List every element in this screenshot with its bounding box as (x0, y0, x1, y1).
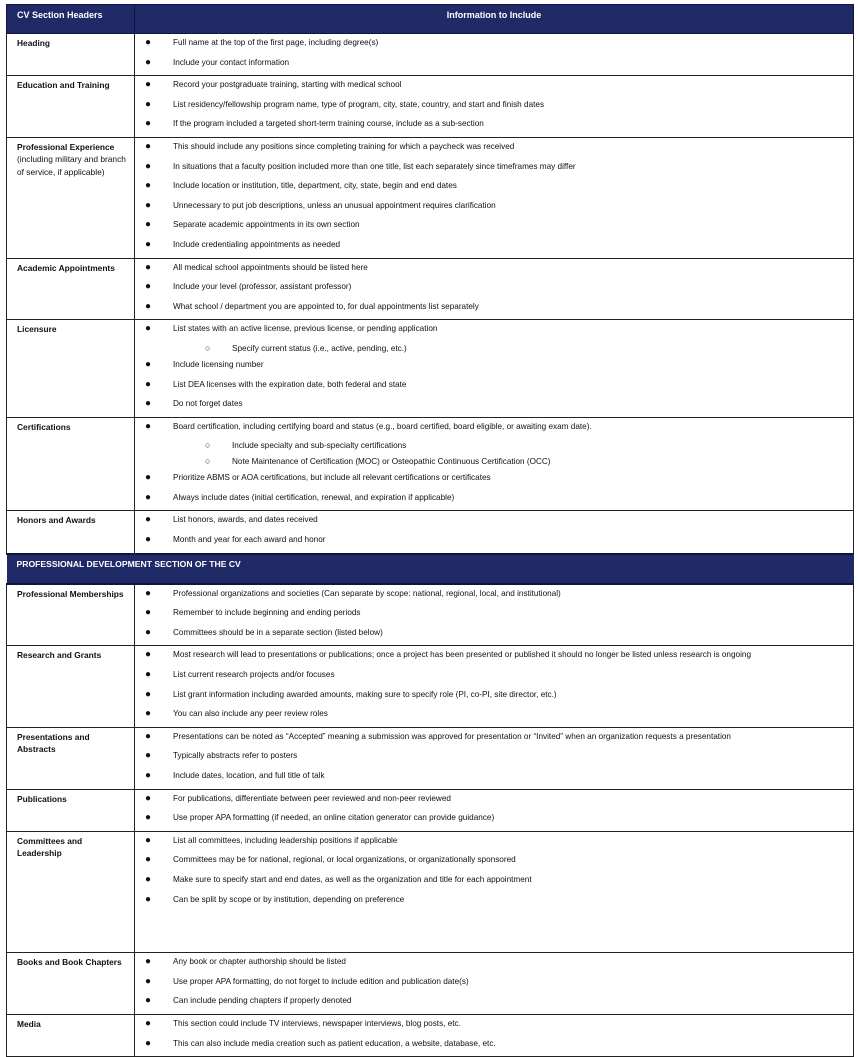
section-header-label: Heading (17, 38, 51, 48)
section-row (7, 789, 854, 831)
section-header-cell (7, 584, 135, 646)
section-row (7, 584, 854, 646)
list-item (135, 218, 853, 238)
list-item-text: You can also include any peer review roles (173, 709, 328, 719)
list-item-text: Typically abstracts refer to posters (173, 751, 298, 761)
bullet-icon: ● (145, 398, 152, 410)
list-item-text: In situations that a faculty position included more than one title, list each separately since timeframes may differ (173, 161, 576, 171)
section-row (7, 76, 854, 138)
section-header-label: Research and Grants (17, 650, 102, 661)
section-header-label: Committees and Leadership (17, 835, 83, 859)
list-item-text: Include location or institution, title, department, city, state, begin and end dates (173, 181, 457, 191)
list-item (135, 749, 853, 769)
bullet-icon: ● (145, 893, 152, 905)
section-row (7, 34, 854, 76)
list-item-text: List residency/fellowship program name, type of program, city, state, country, and start and finish dates (173, 99, 545, 109)
list-item-text: Most research will lead to presentations or publications; once a project has been presented or published it should no longer be listed unless research is ongoing (173, 650, 752, 660)
list-item-text: Separate academic appointments in its own section (173, 220, 360, 230)
list-item (135, 975, 853, 995)
list-item-text: What school / department you are appointed to, for dual appointments list separately (173, 301, 479, 311)
list-item-text: For publications, differentiate between peer reviewed and non-peer reviewed (173, 793, 451, 803)
list-item-text: List DEA licenses with the expiration date, both federal and state (173, 379, 407, 389)
section-row (7, 258, 854, 320)
section-header-label: Licensure (17, 324, 57, 335)
list-item (135, 893, 853, 913)
bullet-icon: ● (145, 669, 152, 681)
list-item-text: Include specialty and sub-specialty certifications (232, 441, 407, 451)
list-item (135, 811, 853, 831)
section-info-cell (135, 831, 854, 952)
list-item-text: Make sure to specify start and end dates, as well as the organization and title for each appointment (173, 874, 532, 884)
section-info-cell (135, 727, 854, 789)
section-header-label: Education and Training (17, 80, 110, 91)
list-item-text: This should include any positions since completing training for which a paycheck was received (173, 141, 515, 151)
bullet-icon: ● (145, 491, 152, 503)
list-item (135, 261, 853, 281)
section-header-label: Media (17, 1018, 41, 1029)
bullet-icon: ● (145, 37, 152, 48)
section-header-cell (7, 1014, 135, 1056)
section-header-cell (7, 137, 135, 258)
list-item (135, 994, 853, 1014)
list-item-text: Include credentialing appointments as needed (173, 239, 341, 249)
section-row (7, 320, 854, 417)
list-item (135, 238, 853, 258)
list-item (135, 769, 853, 789)
sub-list-item (135, 439, 853, 455)
section-row (7, 417, 854, 511)
bullet-icon: ● (145, 854, 152, 866)
table-header-row (7, 5, 854, 34)
list-item-text: Committees may be for national, regional, or local organizations, or organizationally sponsored (173, 855, 516, 865)
section-header-label: Certifications (17, 421, 71, 432)
cv-guide-table (6, 4, 854, 1057)
section-header-label: Professional Memberships (17, 588, 124, 599)
bullet-icon: ● (145, 792, 152, 804)
list-item-text: Include your contact information (173, 57, 290, 67)
cv-guide-table-wrapper (6, 4, 853, 1057)
bullet-icon: ● (145, 649, 152, 661)
list-item (135, 513, 853, 533)
list-item (135, 730, 853, 750)
list-item (135, 199, 853, 219)
section-banner-row (7, 554, 854, 584)
section-info-cell (135, 646, 854, 727)
section-header-label: Professional Experience (17, 141, 115, 152)
bullet-icon: ● (145, 219, 152, 231)
list-item-text: List grant information including awarded amounts, making sure to specify role (PI, co-PI, site director, etc.) (173, 689, 557, 699)
bullet-icon: ● (145, 834, 152, 846)
section-header-cell (7, 953, 135, 1015)
list-item (135, 98, 853, 118)
section-info-cell (135, 584, 854, 646)
bullet-icon: ● (145, 626, 152, 638)
list-item-text: List honors, awards, and dates received (173, 515, 318, 525)
section-header-label: Publications (17, 793, 67, 804)
hollow-bullet-icon: ○ (205, 342, 211, 353)
list-item (135, 668, 853, 688)
list-item-text: List states with an active license, previous license, or pending application (173, 324, 438, 334)
list-item-text: Include licensing number (173, 359, 264, 369)
bullet-icon: ● (145, 281, 152, 293)
list-item (135, 606, 853, 626)
list-item-text: Use proper APA formatting (if needed, an online citation generator can provide guidance) (173, 813, 495, 823)
list-item-text: List all committees, including leadership positions if applicable (173, 835, 398, 845)
list-item (135, 491, 853, 511)
bullet-icon: ● (145, 378, 152, 390)
bullet-icon: ● (145, 534, 152, 546)
section-info-cell (135, 34, 854, 76)
list-item-text: This can also include media creation such as patient education, a website, database, etc. (173, 1038, 496, 1048)
list-item-text: This section could include TV interviews, newspaper interviews, blog posts, etc. (173, 1018, 461, 1028)
bullet-icon: ● (145, 261, 152, 273)
bullet-icon: ● (145, 812, 152, 824)
list-item (135, 322, 853, 342)
list-item-text: Can be split by scope or by institution, depending on preference (173, 894, 405, 904)
sub-list-item (135, 455, 853, 471)
list-item (135, 587, 853, 607)
list-item (135, 117, 853, 137)
bullet-icon: ● (145, 730, 152, 742)
bullet-icon: ● (145, 1037, 152, 1049)
bullet-icon: ● (145, 79, 152, 91)
professional-development-body (7, 584, 854, 1057)
section-info-cell (135, 789, 854, 831)
list-item-text: Include your level (professor, assistant professor) (173, 282, 352, 292)
bullet-icon: ● (145, 607, 152, 619)
list-item (135, 853, 853, 873)
list-item-text: Remember to include beginning and ending periods (173, 608, 361, 618)
bullet-icon: ● (145, 358, 152, 370)
bullet-icon: ● (145, 873, 152, 885)
col-header-info: Information to Include (135, 5, 854, 34)
sub-list-item (135, 342, 853, 358)
bullet-icon: ● (145, 1017, 152, 1029)
list-item-text: Board certification, including certifying board and status (e.g., board certified, board eligible, or awaiting exam date). (173, 421, 592, 431)
list-item-text: Record your postgraduate training, starting with medical school (173, 80, 402, 90)
bullet-icon: ● (145, 118, 152, 130)
bullet-icon: ● (145, 975, 152, 987)
list-item-text: Presentations can be noted as “Accepted” meaning a submission was approved for presentation or “Invited” when an organization requests a presentation (173, 731, 731, 741)
list-item-text: Any book or chapter authorship should be listed (173, 957, 346, 967)
section-info-cell (135, 137, 854, 258)
list-item (135, 397, 853, 417)
bullet-icon: ● (145, 708, 152, 720)
section-info-cell (135, 417, 854, 511)
list-item-text: Specify current status (i.e., active, pending, etc.) (232, 343, 407, 353)
section-row (7, 727, 854, 789)
bullet-icon: ● (145, 420, 152, 432)
list-item (135, 56, 853, 76)
section-header-cell (7, 511, 135, 554)
list-item (135, 378, 853, 398)
list-item-text: Committees should be in a separate section (listed below) (173, 627, 383, 637)
list-item-text: List current research projects and/or focuses (173, 670, 335, 680)
list-item (135, 1037, 853, 1057)
list-item-text: Always include dates (initial certification, renewal, and expiration if applicable) (173, 492, 455, 502)
section-row (7, 137, 854, 258)
section-info-cell (135, 1014, 854, 1056)
bullet-icon: ● (145, 750, 152, 762)
list-item-text: Can include pending chapters if properly denoted (173, 996, 352, 1006)
section-header-cell (7, 727, 135, 789)
bullet-icon: ● (145, 98, 152, 110)
list-item (135, 179, 853, 199)
section-info-cell (135, 320, 854, 417)
section-header-label: Academic Appointments (17, 262, 115, 273)
list-item-text: Month and year for each award and honor (173, 535, 326, 545)
section-row (7, 511, 854, 554)
section-info-cell (135, 511, 854, 554)
list-item-text: Prioritize ABMS or AOA certifications, but include all relevant certifications or certificates (173, 473, 491, 483)
bullet-icon: ● (145, 472, 152, 484)
section-row (7, 1014, 854, 1056)
bullet-icon: ● (145, 199, 152, 211)
list-item (135, 533, 853, 553)
section-header-label: Presentations and Abstracts (17, 731, 90, 755)
list-item-text: Use proper APA formatting, do not forget to include edition and publication date(s) (173, 976, 469, 986)
cv-sections-body (7, 34, 854, 554)
list-item-text: Full name at the top of the first page, including degree(s) (173, 38, 379, 47)
list-item (135, 358, 853, 378)
list-item (135, 626, 853, 646)
bullet-icon: ● (145, 238, 152, 250)
list-item (135, 36, 853, 56)
bullet-icon: ● (145, 180, 152, 192)
blank-space (135, 932, 853, 952)
section-header-cell (7, 789, 135, 831)
col-header-sections: CV Section Headers (7, 5, 135, 34)
section-header-cell (7, 34, 135, 76)
list-item-text: Note Maintenance of Certification (MOC) or Osteopathic Continuous Certification (OCC) (232, 457, 551, 467)
section-row (7, 831, 854, 952)
list-item (135, 873, 853, 893)
list-item (135, 160, 853, 180)
list-item-text: Do not forget dates (173, 399, 243, 409)
section-row (7, 953, 854, 1015)
section-header-label: Honors and Awards (17, 515, 96, 526)
list-item (135, 707, 853, 727)
professional-development-banner: PROFESSIONAL DEVELOPMENT SECTION OF THE CV (7, 554, 854, 584)
hollow-bullet-icon: ○ (205, 456, 211, 467)
section-row (7, 646, 854, 727)
list-item-text: Include dates, location, and full title of talk (173, 771, 325, 780)
list-item (135, 420, 853, 440)
section-header-cell (7, 258, 135, 320)
section-info-cell (135, 258, 854, 320)
section-header-label: Books and Book Chapters (17, 957, 122, 968)
bullet-icon: ● (145, 140, 152, 152)
bullet-icon: ● (145, 56, 152, 68)
list-item (135, 648, 853, 668)
list-item (135, 688, 853, 708)
bullet-icon: ● (145, 995, 152, 1007)
section-info-cell (135, 953, 854, 1015)
bullet-icon: ● (145, 160, 152, 172)
bullet-icon: ● (145, 956, 152, 968)
bullet-icon: ● (145, 514, 152, 526)
list-item (135, 792, 853, 812)
bullet-icon: ● (145, 688, 152, 700)
bullet-icon: ● (145, 770, 152, 781)
section-header-cell (7, 831, 135, 952)
list-item-text: If the program included a targeted short-term training course, include as a sub-section (173, 119, 484, 129)
list-item (135, 471, 853, 491)
list-item (135, 834, 853, 854)
blank-space (135, 912, 853, 932)
list-item (135, 955, 853, 975)
hollow-bullet-icon: ○ (205, 440, 211, 451)
list-item-text: Professional organizations and societies (Can separate by scope: national, regional, local, and institutional) (173, 588, 561, 598)
section-header-cell (7, 76, 135, 138)
section-header-sublabel: (including military and branch of service, if applicable) (17, 154, 126, 177)
list-item (135, 78, 853, 98)
bullet-icon: ● (145, 300, 152, 312)
list-item (135, 280, 853, 300)
section-header-cell (7, 320, 135, 417)
section-header-cell (7, 646, 135, 727)
section-header-cell (7, 417, 135, 511)
list-item-text: All medical school appointments should be listed here (173, 262, 368, 272)
list-item (135, 140, 853, 160)
bullet-icon: ● (145, 323, 152, 335)
bullet-icon: ● (145, 587, 152, 599)
section-info-cell (135, 76, 854, 138)
list-item (135, 300, 853, 320)
list-item-text: Unnecessary to put job descriptions, unless an unusual appointment requires clarification (173, 200, 496, 210)
